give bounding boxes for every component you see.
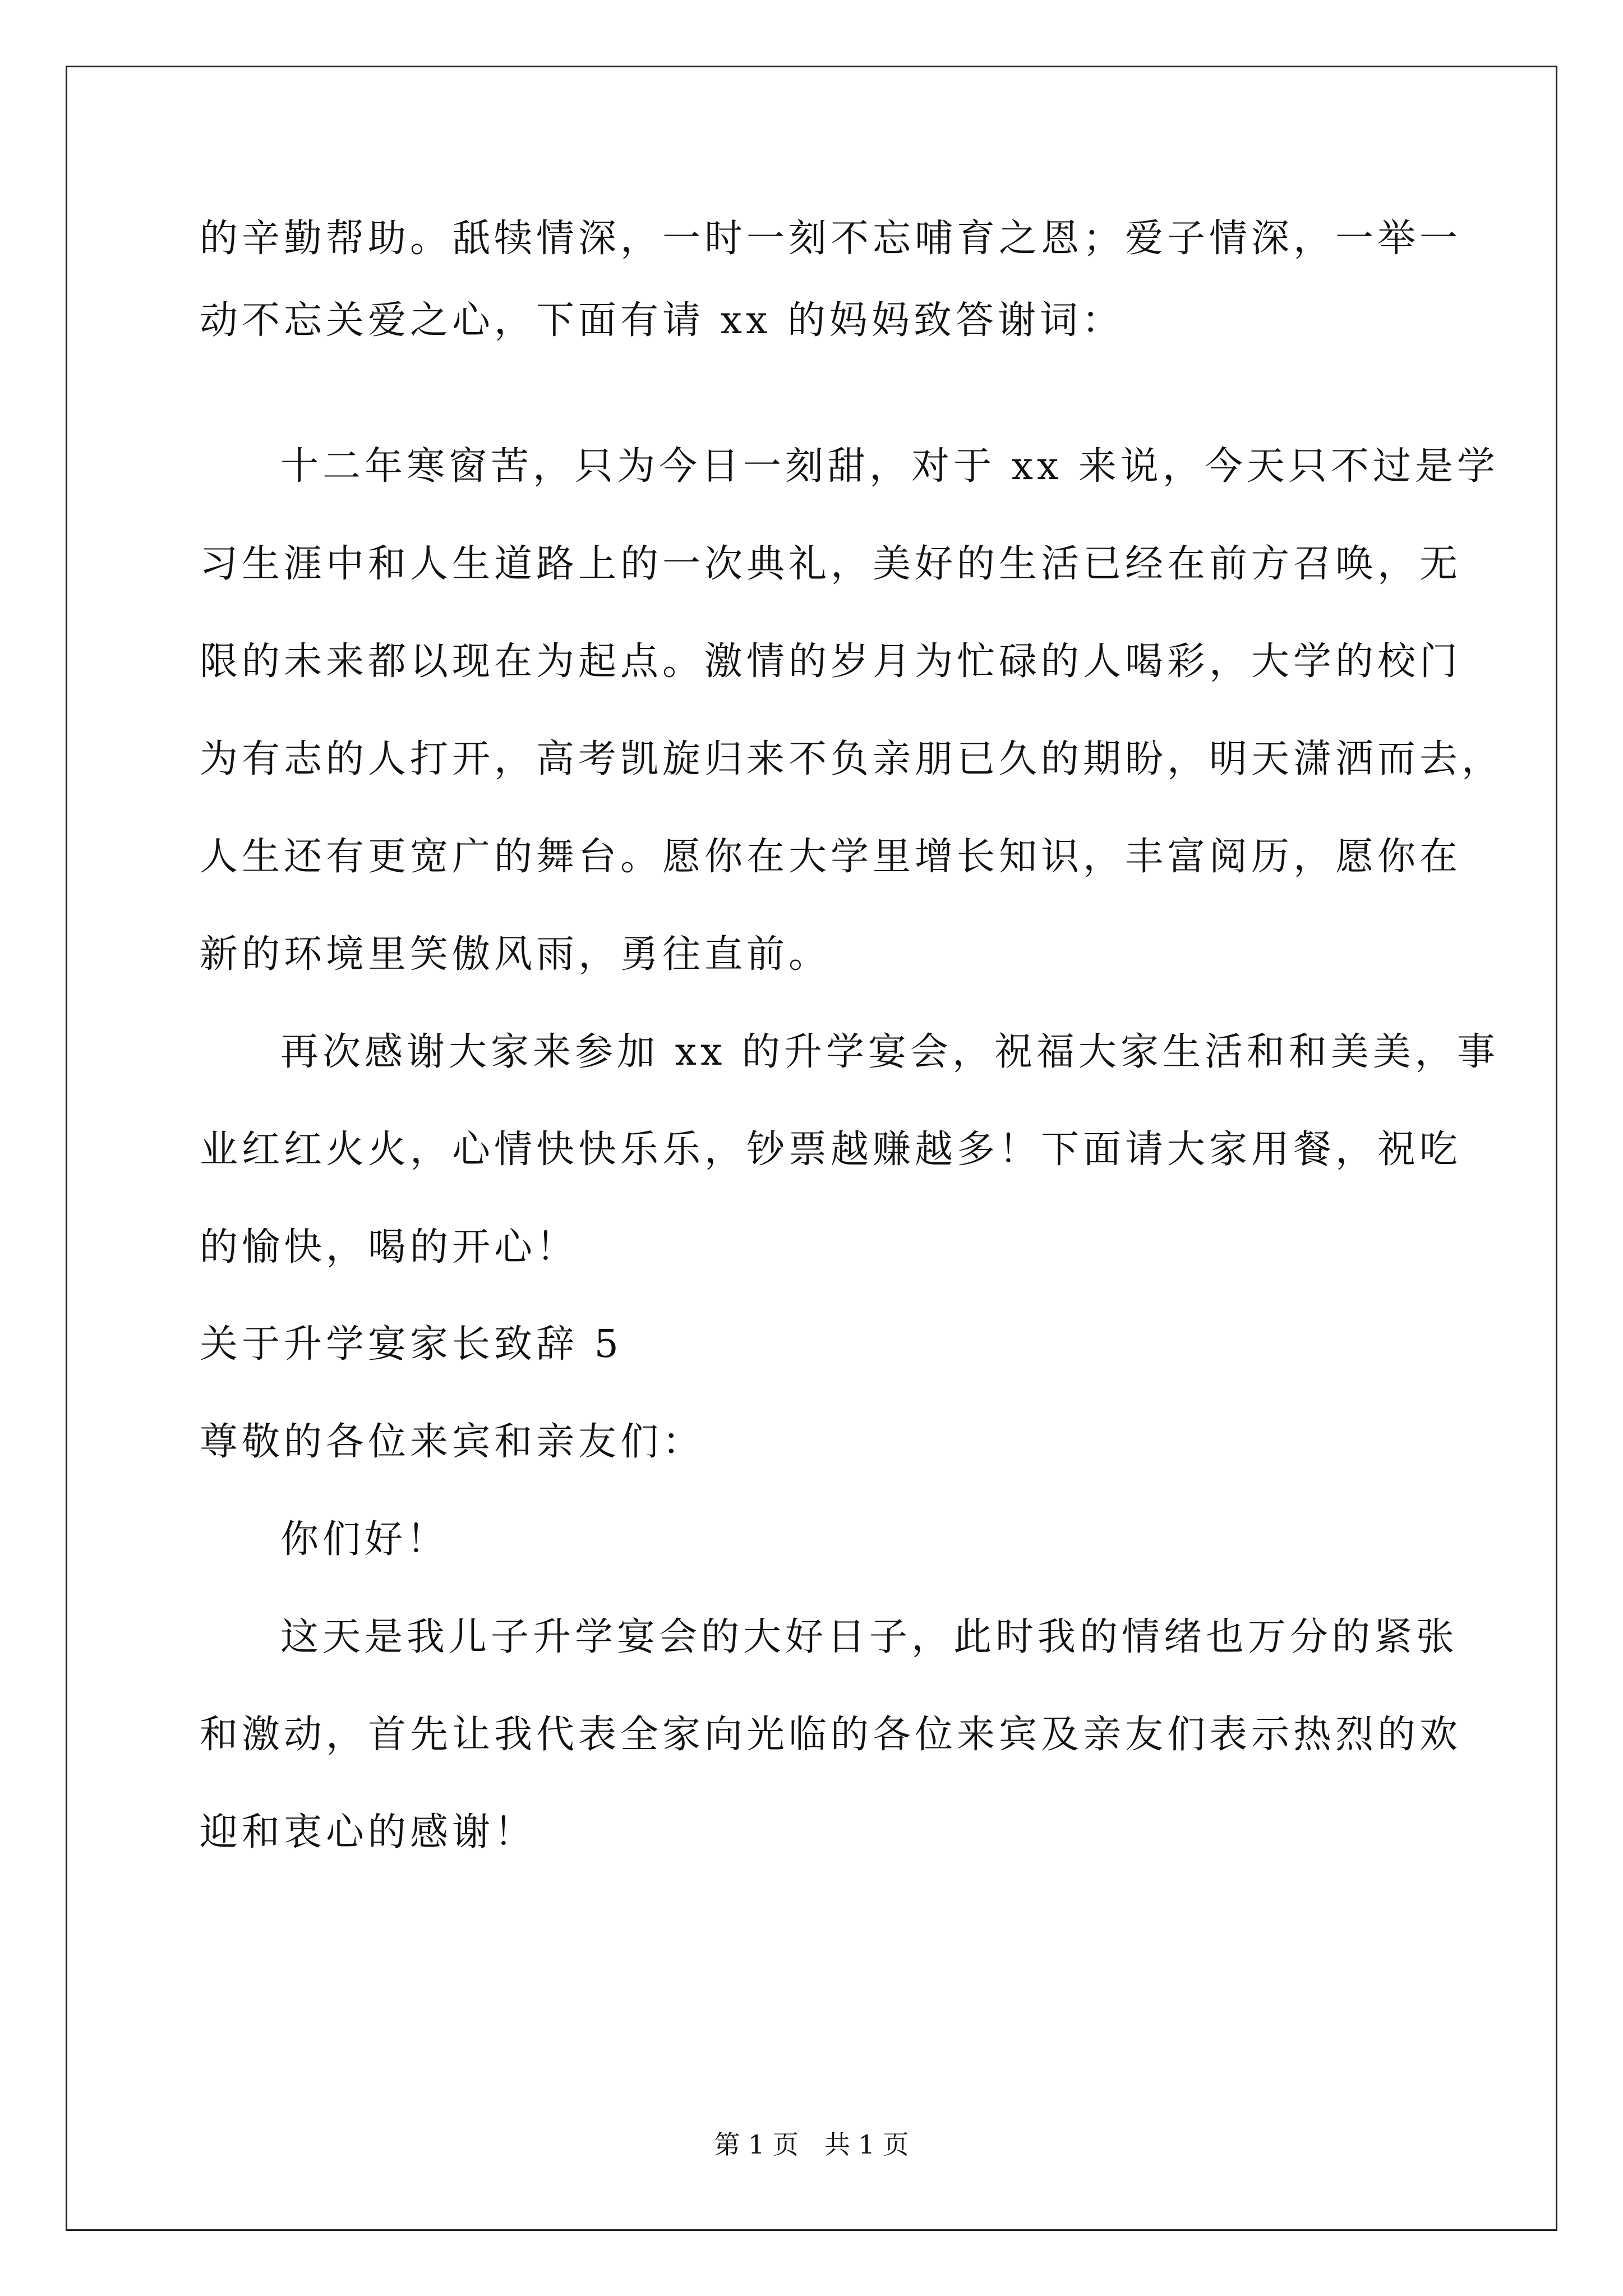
text-line: 习生涯中和人生道路上的一次典礼，美好的生活已经在前方召唤，无 bbox=[200, 542, 1462, 586]
greeting: 你们好！ bbox=[280, 1517, 449, 1562]
text-line: 这天是我儿子升学宴会的大好日子，此时我的情绪也万分的紧张 bbox=[280, 1615, 1459, 1659]
text-line: 和激动，首先让我代表全家向光临的各位来宾及亲友们表示热烈的欢 bbox=[200, 1713, 1462, 1757]
text-line: 的辛勤帮助。舐犊情深，一时一刻不忘哺育之恩；爱子情深，一举一 bbox=[200, 217, 1462, 261]
text-line: 人生还有更宽广的舞台。愿你在大学里增长知识，丰富阅历，愿你在 bbox=[200, 835, 1462, 879]
page-footer: 第 1 页 共 1 页 bbox=[714, 2129, 909, 2160]
text-line: 再次感谢大家来参加 xx 的升学宴会，祝福大家生活和和美美，事 bbox=[280, 1030, 1499, 1074]
salutation: 尊敬的各位来宾和亲友们： bbox=[200, 1420, 705, 1464]
text-line: 为有志的人打开，高考凯旋归来不负亲朋已久的期盼，明天潇洒而去， bbox=[200, 737, 1504, 781]
text-line: 动不忘关爱之心，下面有请 xx 的妈妈致答谢词： bbox=[200, 298, 1124, 343]
text-line: 业红红火火，心情快快乐乐，钞票越赚越多！下面请大家用餐，祝吃 bbox=[200, 1128, 1462, 1172]
text-line: 迎和衷心的感谢！ bbox=[200, 1810, 537, 1855]
text-line: 新的环境里笑傲风雨，勇往直前。 bbox=[200, 932, 831, 977]
text-line: 限的未来都以现在为起点。激情的岁月为忙碌的人喝彩，大学的校门 bbox=[200, 639, 1462, 684]
section-heading: 关于升学宴家长致辞 5 bbox=[200, 1322, 623, 1366]
text-line: 的愉快，喝的开心！ bbox=[200, 1225, 579, 1269]
text-line: 十二年寒窗苦，只为今日一刻甜，对于 xx 来说，今天只不过是学 bbox=[280, 444, 1499, 489]
